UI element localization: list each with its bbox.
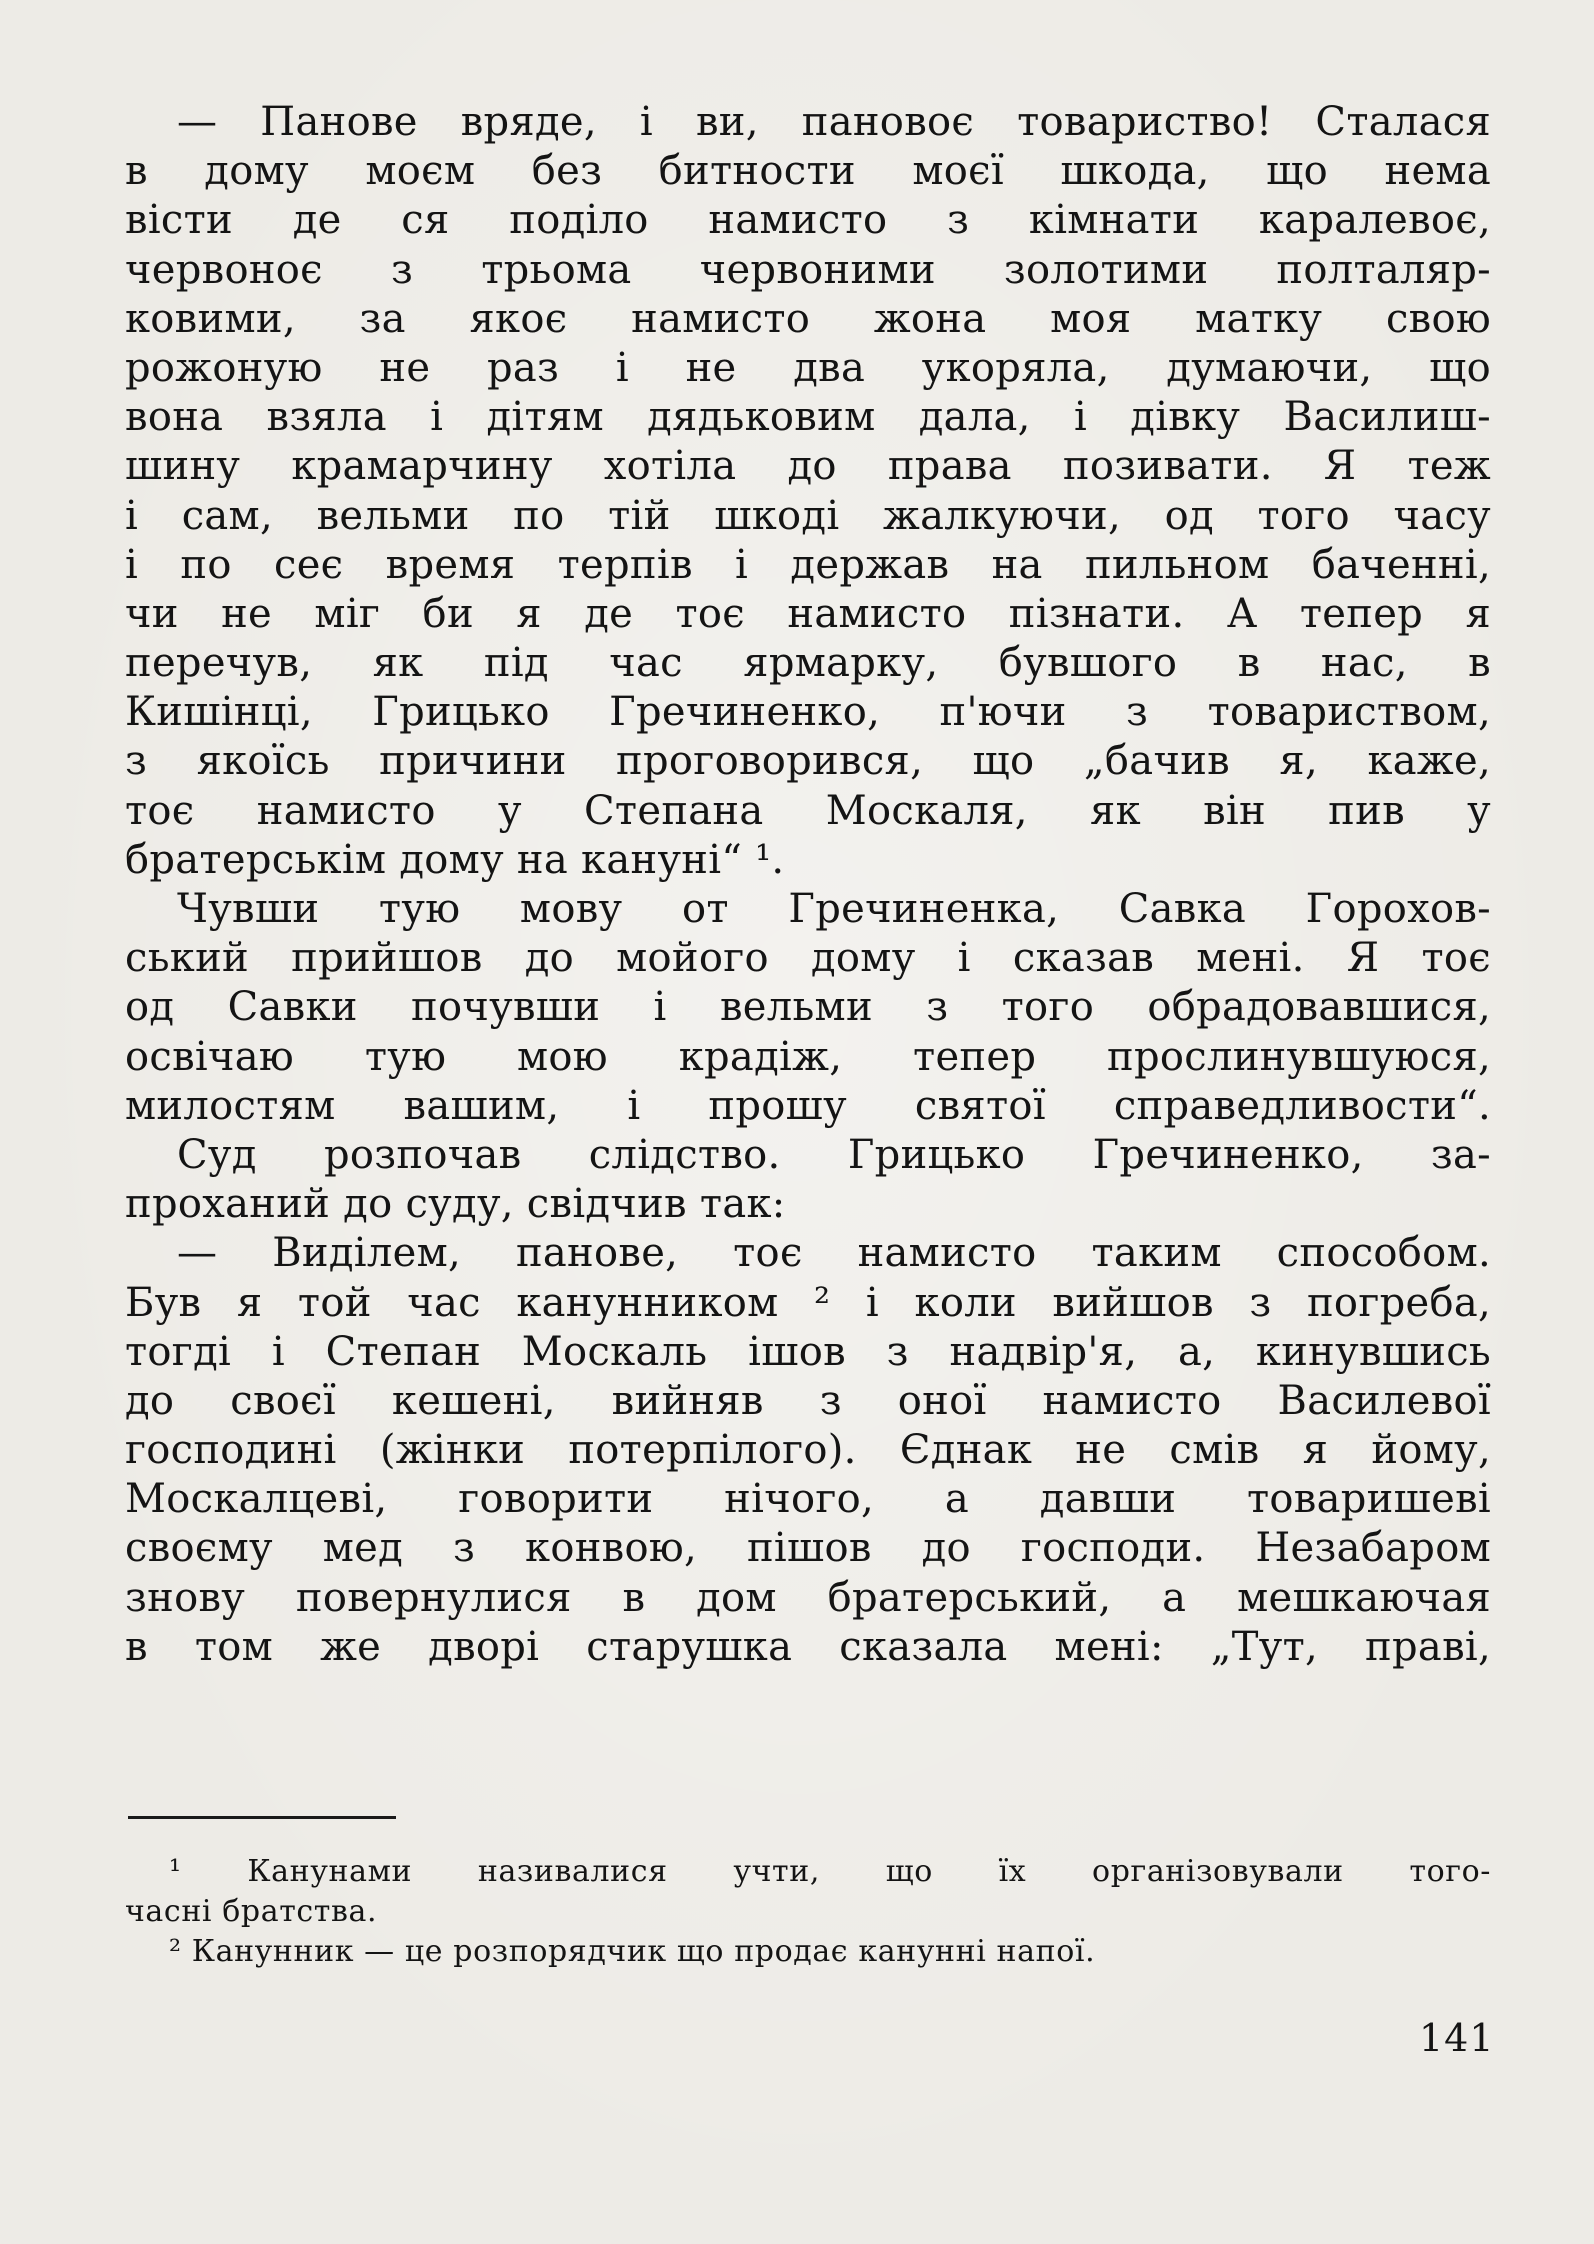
- text-line: ський прийшов до мойого дому і сказав мені. Я тоє: [125, 935, 1491, 982]
- text-line: і по сеє время терпів і держав на пильном баченні,: [125, 541, 1491, 588]
- text-line: братерськім дому на кануні“ ¹.: [125, 836, 785, 883]
- footnote-2: ² Канунник — це розпорядчик що продає канунні напої.: [169, 1934, 1096, 1969]
- text-line: Кишінці, Грицько Гречиненко, п'ючи з товариством,: [125, 689, 1491, 736]
- text-line: до своєї кешені, вийняв з оної намисто Василевої: [125, 1377, 1491, 1424]
- text-line: Чувши тую мову от Гречиненка, Савка Горохов-: [177, 886, 1491, 932]
- text-line: проханий до суду, свідчив так:: [125, 1181, 786, 1228]
- text-line: знову повернулися в дом братерський, а мешкаючая: [125, 1574, 1491, 1621]
- footnote-divider: [128, 1816, 396, 1819]
- text-line: — Панове вряде, і ви, пановоє товариство! Сталася: [177, 99, 1491, 145]
- text-line: і сам, вельми по тій шкоді жалкуючи, од того часу: [125, 492, 1491, 539]
- text-line: в том же дворі старушка сказала мені: „Тут, праві,: [125, 1623, 1491, 1670]
- text-line: Суд розпочав слідство. Грицько Гречиненко, за-: [177, 1131, 1491, 1178]
- text-line: ковими, за якоє намисто жона моя матку свою: [125, 295, 1491, 342]
- text-line: перечув, як під час ярмарку, бувшого в нас, в: [125, 640, 1491, 687]
- text-line: — Виділем, панове, тоє намисто таким способом.: [177, 1230, 1491, 1277]
- text-line: вісти де ся поділо намисто з кімнати каралевоє,: [125, 197, 1491, 244]
- page-number: 141: [1419, 2016, 1495, 2060]
- text-line: вона взяла і дітям дядьковим дала, і дівку Василиш-: [125, 394, 1491, 441]
- text-line: милостям вашим, і прошу святої справедливости“.: [125, 1082, 1491, 1129]
- text-line: тоє намисто у Степана Москаля, як він пив у: [125, 787, 1491, 834]
- text-line: чи не міг би я де тоє намисто пізнати. А тепер я: [125, 590, 1491, 637]
- text-line: господині (жінки потерпілого). Єднак не смів я йому,: [125, 1427, 1491, 1474]
- text-line: з якоїсь причини проговорився, що „бачив я, каже,: [125, 738, 1491, 785]
- text-line: Був я той час канунником ² і коли вийшов з погреба,: [125, 1279, 1491, 1326]
- text-line: в дому моєм без битности моєї шкода, що нема: [125, 148, 1491, 195]
- footnote-1: ¹ Канунами називалися учти, що їх організовували того-: [169, 1854, 1491, 1889]
- text-line: од Савки почувши і вельми з того обрадовавшися,: [125, 984, 1491, 1031]
- text-line: шину крамарчину хотіла до права позивати. Я теж: [125, 443, 1491, 490]
- footnotes: [125, 1852, 1491, 1972]
- text-line: своєму мед з конвою, пішов до господи. Незабаром: [125, 1525, 1491, 1572]
- body-text: [125, 98, 1491, 1672]
- text-line: тогді і Степан Москаль ішов з надвір'я, а, кинувшись: [125, 1328, 1491, 1375]
- text-line: освічаю тую мою крадіж, тепер прослинувшуюся,: [125, 1033, 1491, 1080]
- footnote-1-continuation: часні братства.: [125, 1894, 378, 1929]
- text-line: рожоную не раз і не два укоряла, думаючи, що: [125, 344, 1491, 391]
- text-line: Москалцеві, говорити нічого, а давши товаришеві: [125, 1476, 1491, 1523]
- text-line: червоноє з трьома червоними золотими полталяр-: [125, 246, 1491, 293]
